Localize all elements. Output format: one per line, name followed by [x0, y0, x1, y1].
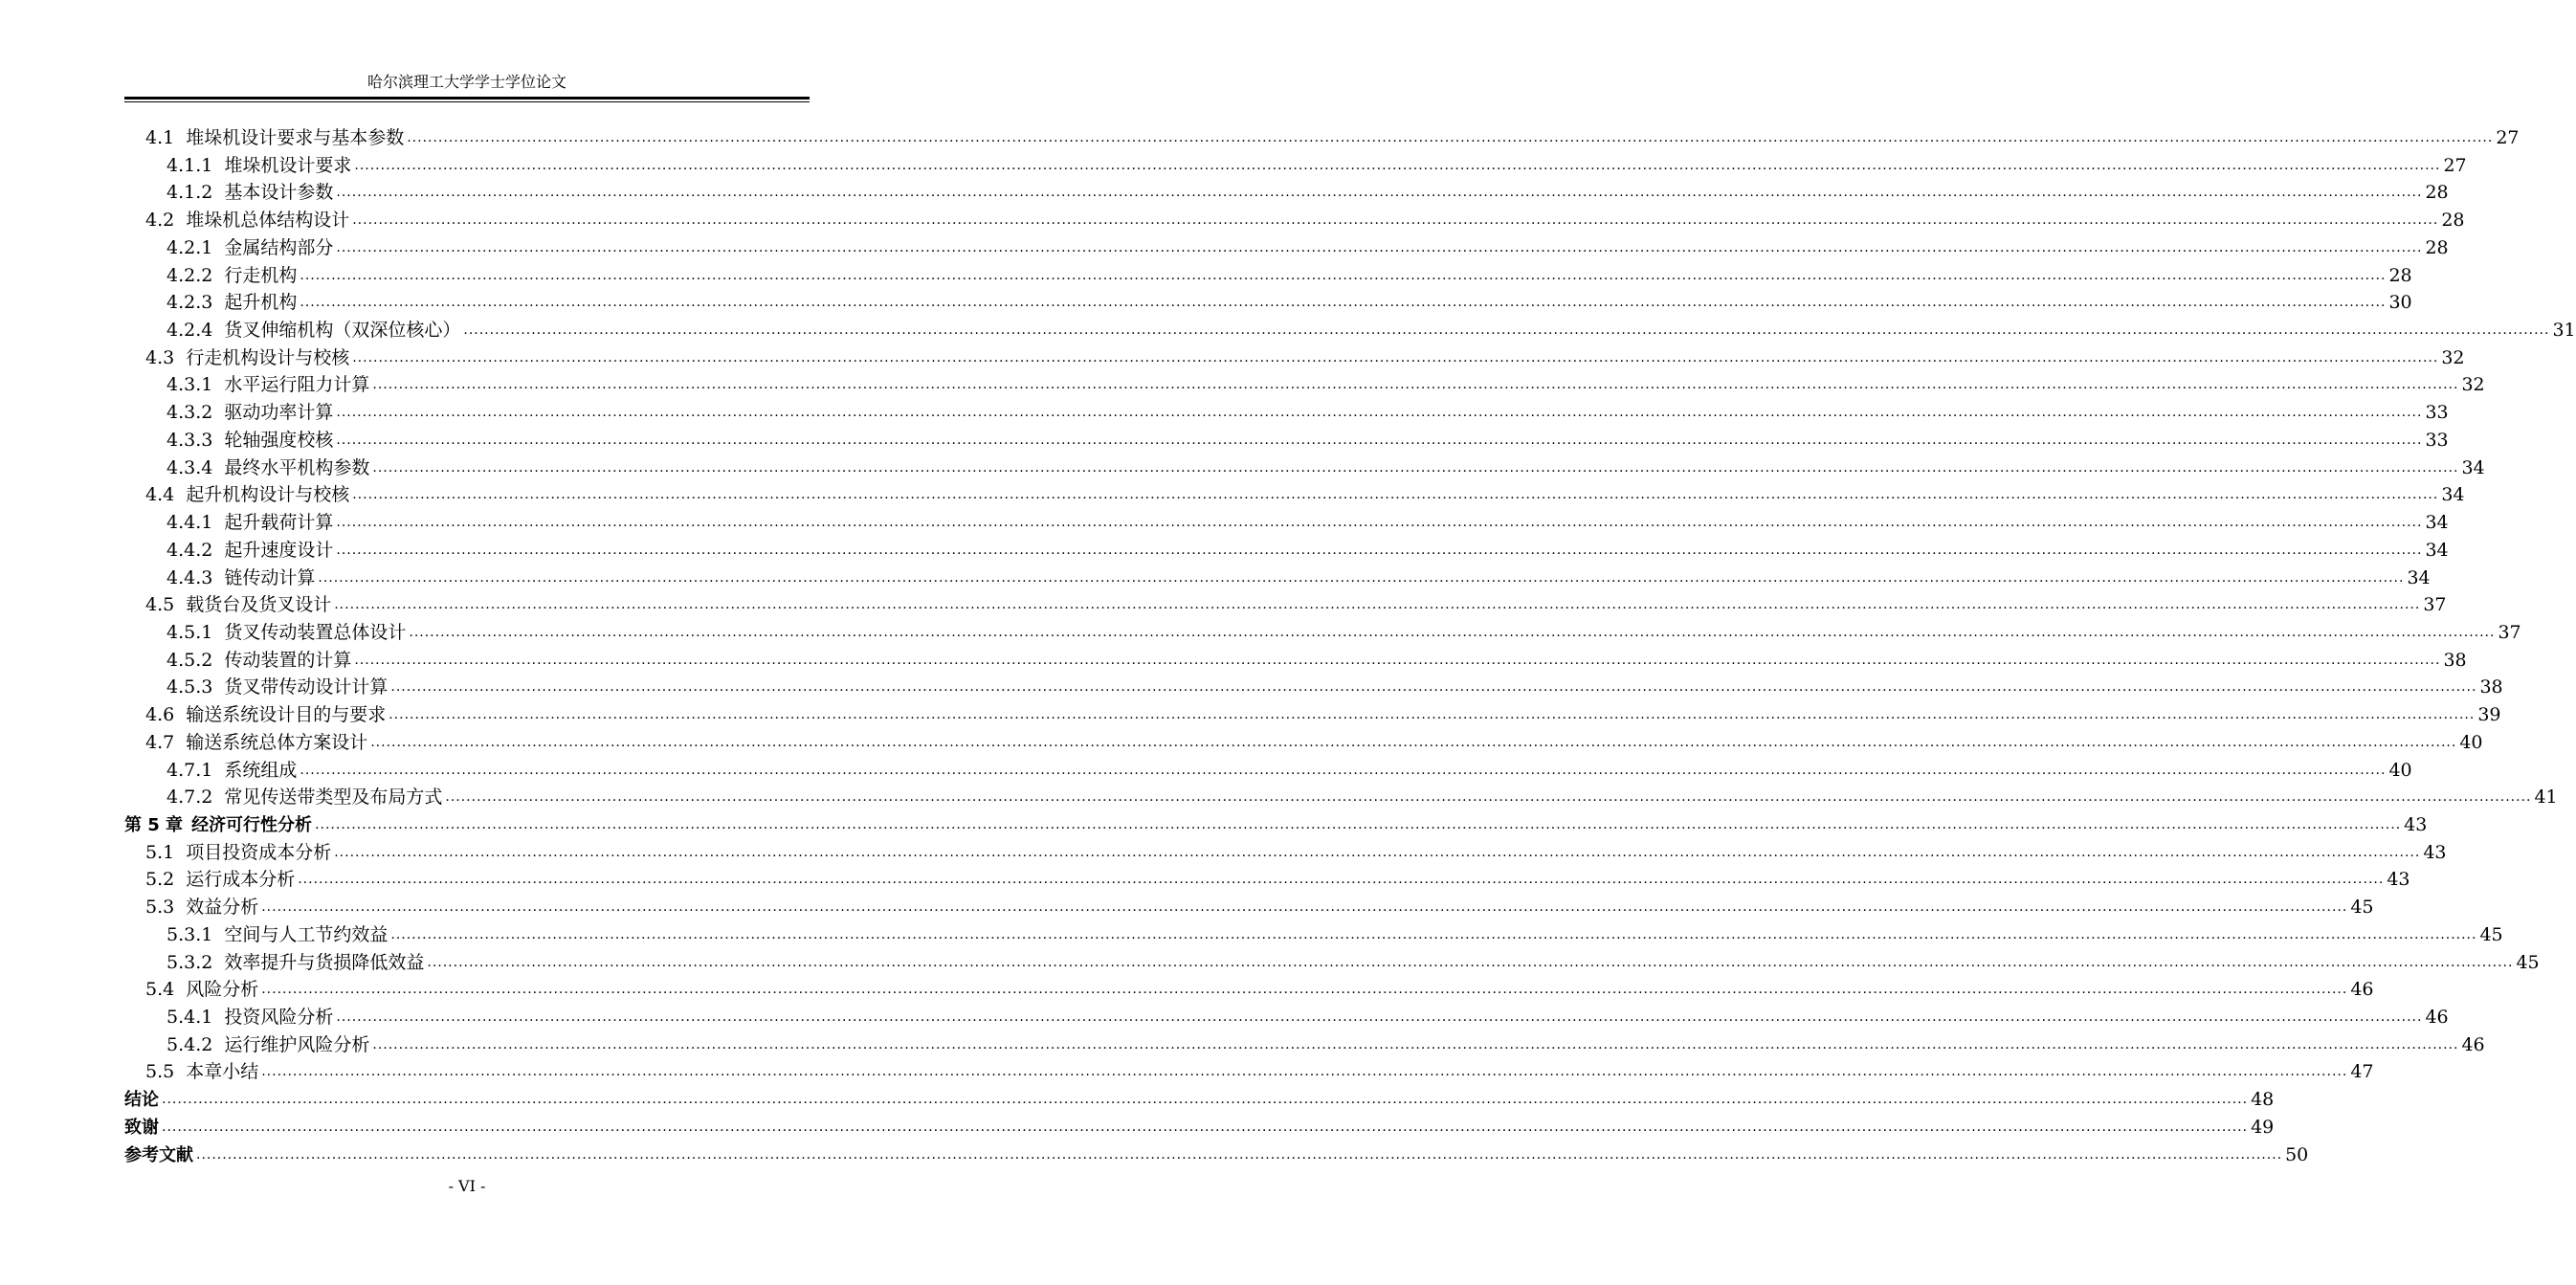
toc-entry-title: 货叉伸缩机构（双深位核心） — [224, 320, 461, 342]
toc-entry-page: 43 — [2423, 841, 2447, 863]
toc-entry[interactable] — [124, 1031, 2485, 1059]
toc-entry-title: 行走机构 — [224, 264, 298, 286]
toc-entry-page: 27 — [2496, 127, 2520, 148]
toc-entry-number: 4.1 — [145, 127, 175, 148]
toc-entry-page: 45 — [2350, 897, 2374, 919]
toc-entry-title: 致谢 — [124, 1117, 159, 1138]
toc-entry[interactable] — [124, 647, 2467, 675]
toc-entry-title: 驱动功率计算 — [224, 402, 334, 424]
toc-entry-number: 4.1.2 — [167, 182, 213, 204]
toc-entry-number: 4.3.1 — [167, 374, 213, 396]
toc-entry-number: 5.4.1 — [167, 1007, 213, 1028]
toc-dot-leader: ................................................................................................................................................................................................................................................................................................................................................................................................................ — [409, 624, 2496, 640]
toc-entry-title: 常见传送带类型及布局方式 — [224, 787, 443, 809]
toc-entry[interactable] — [124, 427, 2449, 454]
toc-entry[interactable] — [124, 1058, 2374, 1086]
toc-entry-title: 输送系统设计目的与要求 — [186, 704, 387, 726]
toc-dot-leader: ................................................................................................................................................................................................................................................................................................................................................................................................................ — [372, 377, 2459, 393]
toc-entry-title: 货叉带传动设计计算 — [224, 676, 389, 698]
toc-dot-leader: ................................................................................................................................................................................................................................................................................................................................................................................................................ — [196, 1146, 2283, 1163]
toc-entry-title: 最终水平机构参数 — [224, 456, 370, 478]
toc-entry-page: 31 — [2552, 320, 2576, 342]
toc-entry-title: 水平运行阻力计算 — [224, 374, 370, 396]
toc-entry-page: 46 — [2425, 1007, 2449, 1028]
toc-entry-title: 投资风险分析 — [224, 1007, 334, 1028]
toc-entry-page: 39 — [2477, 704, 2501, 726]
toc-entry[interactable] — [124, 152, 2467, 180]
toc-entry-title: 结论 — [124, 1090, 159, 1111]
toc-entry-number: 5.3 — [145, 897, 175, 919]
toc-entry-number: 4.2.1 — [167, 236, 213, 258]
toc-dot-leader: ................................................................................................................................................................................................................................................................................................................................................................................................................ — [336, 185, 2423, 201]
toc-dot-leader: ................................................................................................................................................................................................................................................................................................................................................................................................................ — [336, 1009, 2423, 1025]
toc-entry-number: 5.4 — [145, 979, 175, 1001]
toc-entry-number: 4.7 — [145, 731, 175, 753]
toc-dot-leader: ................................................................................................................................................................................................................................................................................................................................................................................................................ — [300, 295, 2387, 311]
toc-dot-leader: ................................................................................................................................................................................................................................................................................................................................................................................................................ — [298, 872, 2385, 888]
toc-dot-leader: ................................................................................................................................................................................................................................................................................................................................................................................................................ — [354, 157, 2441, 173]
toc-entry-page: 37 — [2498, 621, 2521, 643]
toc-entry-page: 45 — [2516, 951, 2540, 973]
toc-entry[interactable] — [124, 537, 2449, 565]
toc-entry-page: 27 — [2443, 154, 2467, 176]
toc-entry-number: 4.7.2 — [167, 787, 213, 809]
toc-entry-number: 4.5.1 — [167, 621, 213, 643]
page-header: 哈尔滨理工大学学士学位论文 — [366, 73, 566, 91]
toc-dot-leader: ................................................................................................................................................................................................................................................................................................................................................................................................................ — [162, 1092, 2249, 1108]
toc-entry-number: 5.3.1 — [167, 923, 213, 945]
toc-entry-number: 4.1.1 — [167, 154, 213, 176]
toc-entry-number: 5.3.2 — [167, 951, 213, 973]
toc-dot-leader: ................................................................................................................................................................................................................................................................................................................................................................................................................ — [261, 899, 2348, 916]
toc-entry-number: 4.5.3 — [167, 676, 213, 698]
toc-dot-leader: ................................................................................................................................................................................................................................................................................................................................................................................................................ — [261, 982, 2348, 998]
toc-entry-number: 4.7.1 — [167, 759, 213, 781]
toc-dot-leader: ................................................................................................................................................................................................................................................................................................................................................................................................................ — [390, 926, 2477, 942]
toc-dot-leader: ................................................................................................................................................................................................................................................................................................................................................................................................................ — [352, 349, 2439, 366]
toc-entry-number: 4.3.4 — [167, 456, 213, 478]
toc-entry-title: 系统组成 — [224, 759, 298, 781]
toc-entry-title: 载货台及货叉设计 — [186, 594, 332, 616]
header-rule-thick — [124, 97, 810, 100]
toc-entry-page: 48 — [2251, 1089, 2275, 1111]
toc-entry-page: 28 — [2425, 182, 2449, 204]
toc-entry[interactable] — [124, 894, 2374, 921]
toc-dot-leader: ................................................................................................................................................................................................................................................................................................................................................................................................................ — [390, 679, 2477, 696]
toc-entry-page: 28 — [2441, 210, 2465, 232]
toc-entry[interactable] — [124, 262, 2412, 290]
toc-dot-leader: ................................................................................................................................................................................................................................................................................................................................................................................................................ — [336, 239, 2423, 255]
toc-entry-number: 5.2 — [145, 869, 175, 891]
toc-dot-leader: ................................................................................................................................................................................................................................................................................................................................................................................................................ — [318, 569, 2405, 586]
toc-entry-title: 金属结构部分 — [224, 236, 334, 258]
toc-entry-page: 33 — [2425, 402, 2449, 424]
toc-dot-leader: ................................................................................................................................................................................................................................................................................................................................................................................................................ — [336, 405, 2423, 421]
toc-entry[interactable] — [124, 976, 2374, 1004]
toc-entry[interactable] — [124, 1004, 2449, 1031]
toc-entry-page: 47 — [2350, 1061, 2374, 1083]
toc-entry-title: 本章小结 — [186, 1061, 259, 1083]
toc-entry-number: 4.3 — [145, 346, 175, 368]
toc-entry-number: 4.3.2 — [167, 402, 213, 424]
toc-entry-number: 4.2.4 — [167, 320, 213, 342]
toc-entry-page: 46 — [2350, 979, 2374, 1001]
toc-entry-title: 传动装置的计算 — [224, 649, 352, 671]
table-of-contents — [124, 124, 2576, 1168]
toc-entry-page: 45 — [2479, 923, 2503, 945]
toc-dot-leader: ................................................................................................................................................................................................................................................................................................................................................................................................................ — [352, 487, 2439, 503]
toc-entry-page: 40 — [2388, 759, 2412, 781]
toc-entry-title: 起升载荷计算 — [224, 512, 334, 534]
toc-entry[interactable] — [124, 344, 2465, 372]
toc-entry-title: 风险分析 — [186, 979, 259, 1001]
toc-entry-title: 经济可行性分析 — [191, 814, 313, 835]
toc-entry-number: 4.4.2 — [167, 539, 213, 561]
toc-entry-page: 49 — [2251, 1116, 2275, 1138]
toc-entry-title: 效益分析 — [186, 897, 259, 919]
toc-entry-title: 起升机构设计与校核 — [186, 484, 350, 506]
toc-entry[interactable] — [124, 481, 2465, 509]
toc-entry-number: 第 5 章 — [124, 814, 184, 835]
toc-entry-page: 28 — [2388, 264, 2412, 286]
header-rule-thin — [124, 101, 810, 102]
toc-entry-title: 起升速度设计 — [224, 539, 334, 561]
toc-entry-title: 运行成本分析 — [186, 869, 296, 891]
toc-entry-page: 34 — [2425, 539, 2449, 561]
toc-entry-page: 28 — [2425, 236, 2449, 258]
toc-entry-page: 34 — [2441, 484, 2465, 506]
toc-entry-page: 34 — [2461, 456, 2485, 478]
toc-entry-page: 34 — [2425, 512, 2449, 534]
toc-entry[interactable] — [124, 784, 2558, 811]
toc-entry-number: 4.4 — [145, 484, 175, 506]
toc-entry-page: 43 — [2404, 813, 2428, 835]
toc-entry[interactable] — [124, 921, 2503, 949]
toc-entry-number: 5.5 — [145, 1061, 175, 1083]
toc-entry[interactable] — [124, 234, 2449, 262]
toc-entry[interactable] — [124, 1141, 2309, 1169]
toc-dot-leader: ................................................................................................................................................................................................................................................................................................................................................................................................................ — [407, 130, 2494, 145]
toc-entry[interactable] — [124, 701, 2501, 729]
toc-dot-leader: ................................................................................................................................................................................................................................................................................................................................................................................................................ — [334, 844, 2421, 860]
toc-entry[interactable] — [124, 757, 2412, 785]
toc-entry[interactable] — [124, 674, 2503, 701]
toc-dot-leader: ................................................................................................................................................................................................................................................................................................................................................................................................................ — [336, 432, 2423, 448]
toc-entry-page: 46 — [2461, 1033, 2485, 1055]
toc-dot-leader: ................................................................................................................................................................................................................................................................................................................................................................................................................ — [261, 1064, 2348, 1080]
toc-entry[interactable] — [124, 839, 2447, 867]
toc-dot-leader: ................................................................................................................................................................................................................................................................................................................................................................................................................ — [352, 212, 2439, 229]
toc-entry[interactable] — [124, 317, 2576, 344]
toc-entry-title: 空间与人工节约效益 — [224, 923, 389, 945]
toc-entry-number: 4.5 — [145, 594, 175, 616]
page-number: - VI - — [448, 1177, 486, 1195]
toc-dot-leader: ................................................................................................................................................................................................................................................................................................................................................................................................................ — [389, 707, 2476, 723]
toc-entry[interactable] — [124, 1114, 2275, 1141]
toc-entry[interactable] — [124, 207, 2465, 234]
toc-entry-title: 起升机构 — [224, 292, 298, 314]
toc-entry-number: 4.2.3 — [167, 292, 213, 314]
toc-entry-number: 4.4.3 — [167, 566, 213, 588]
toc-dot-leader: ................................................................................................................................................................................................................................................................................................................................................................................................................ — [463, 322, 2550, 339]
toc-entry-title: 项目投资成本分析 — [186, 841, 332, 863]
toc-dot-leader: ................................................................................................................................................................................................................................................................................................................................................................................................................ — [372, 459, 2459, 476]
toc-entry-title: 基本设计参数 — [224, 182, 334, 204]
toc-entry-page: 33 — [2425, 429, 2449, 451]
toc-entry-title: 堆垛机设计要求与基本参数 — [186, 127, 405, 148]
toc-dot-leader: ................................................................................................................................................................................................................................................................................................................................................................................................................ — [162, 1119, 2249, 1135]
toc-entry-number: 4.5.2 — [167, 649, 213, 671]
toc-entry-number: 4.6 — [145, 704, 175, 726]
toc-entry-number: 4.3.3 — [167, 429, 213, 451]
toc-entry-number: 4.4.1 — [167, 512, 213, 534]
toc-dot-leader: ................................................................................................................................................................................................................................................................................................................................................................................................................ — [427, 954, 2514, 970]
toc-entry[interactable] — [124, 949, 2540, 977]
toc-dot-leader: ................................................................................................................................................................................................................................................................................................................................................................................................................ — [372, 1036, 2459, 1052]
toc-entry-title: 效率提升与货损降低效益 — [224, 951, 425, 973]
toc-entry[interactable] — [124, 124, 2520, 152]
toc-entry-page: 37 — [2423, 594, 2447, 616]
toc-entry-page: 41 — [2534, 787, 2558, 809]
toc-entry-title: 输送系统总体方案设计 — [186, 731, 368, 753]
toc-dot-leader: ................................................................................................................................................................................................................................................................................................................................................................................................................ — [300, 267, 2387, 283]
toc-entry[interactable] — [124, 509, 2449, 537]
toc-entry-page: 40 — [2459, 731, 2483, 753]
toc-entry-title: 参考文献 — [124, 1144, 193, 1165]
toc-dot-leader: ................................................................................................................................................................................................................................................................................................................................................................................................................ — [445, 789, 2532, 806]
toc-entry-page: 34 — [2407, 566, 2431, 588]
toc-entry-number: 4.2 — [145, 210, 175, 232]
toc-entry[interactable] — [124, 289, 2412, 317]
toc-entry-title: 行走机构设计与校核 — [186, 346, 350, 368]
toc-dot-leader: ................................................................................................................................................................................................................................................................................................................................................................................................................ — [336, 515, 2423, 531]
toc-entry[interactable] — [124, 1086, 2275, 1114]
toc-entry-number: 5.4.2 — [167, 1033, 213, 1055]
toc-entry-page: 30 — [2388, 292, 2412, 314]
toc-dot-leader: ................................................................................................................................................................................................................................................................................................................................................................................................................ — [315, 816, 2402, 832]
toc-entry-title: 运行维护风险分析 — [224, 1033, 370, 1055]
toc-entry-number: 5.1 — [145, 841, 175, 863]
toc-entry-title: 货叉传动装置总体设计 — [224, 621, 407, 643]
toc-dot-leader: ................................................................................................................................................................................................................................................................................................................................................................................................................ — [336, 542, 2423, 558]
toc-entry-title: 堆垛机设计要求 — [224, 154, 352, 176]
toc-entry-page: 38 — [2479, 676, 2503, 698]
toc-entry[interactable] — [124, 591, 2447, 619]
toc-entry-page: 32 — [2441, 346, 2465, 368]
toc-entry-page: 43 — [2387, 869, 2410, 891]
toc-dot-leader: ................................................................................................................................................................................................................................................................................................................................................................................................................ — [300, 762, 2387, 778]
toc-entry-page: 50 — [2285, 1143, 2309, 1165]
toc-dot-leader: ................................................................................................................................................................................................................................................................................................................................................................................................................ — [354, 652, 2441, 668]
toc-dot-leader: ................................................................................................................................................................................................................................................................................................................................................................................................................ — [334, 597, 2421, 613]
toc-entry[interactable] — [124, 729, 2483, 757]
toc-entry-title: 堆垛机总体结构设计 — [186, 210, 350, 232]
toc-entry-title: 链传动计算 — [224, 566, 316, 588]
toc-entry[interactable] — [124, 454, 2485, 482]
toc-entry[interactable] — [124, 179, 2449, 207]
toc-entry-title: 轮轴强度校核 — [224, 429, 334, 451]
toc-entry[interactable] — [124, 371, 2485, 399]
toc-entry[interactable] — [124, 399, 2449, 427]
toc-entry-page: 38 — [2443, 649, 2467, 671]
toc-entry[interactable] — [124, 565, 2431, 592]
toc-entry[interactable] — [124, 619, 2521, 647]
toc-entry[interactable] — [124, 866, 2410, 894]
toc-dot-leader: ................................................................................................................................................................................................................................................................................................................................................................................................................ — [370, 734, 2457, 750]
toc-entry[interactable] — [124, 811, 2428, 839]
toc-entry-number: 4.2.2 — [167, 264, 213, 286]
toc-entry-page: 32 — [2461, 374, 2485, 396]
